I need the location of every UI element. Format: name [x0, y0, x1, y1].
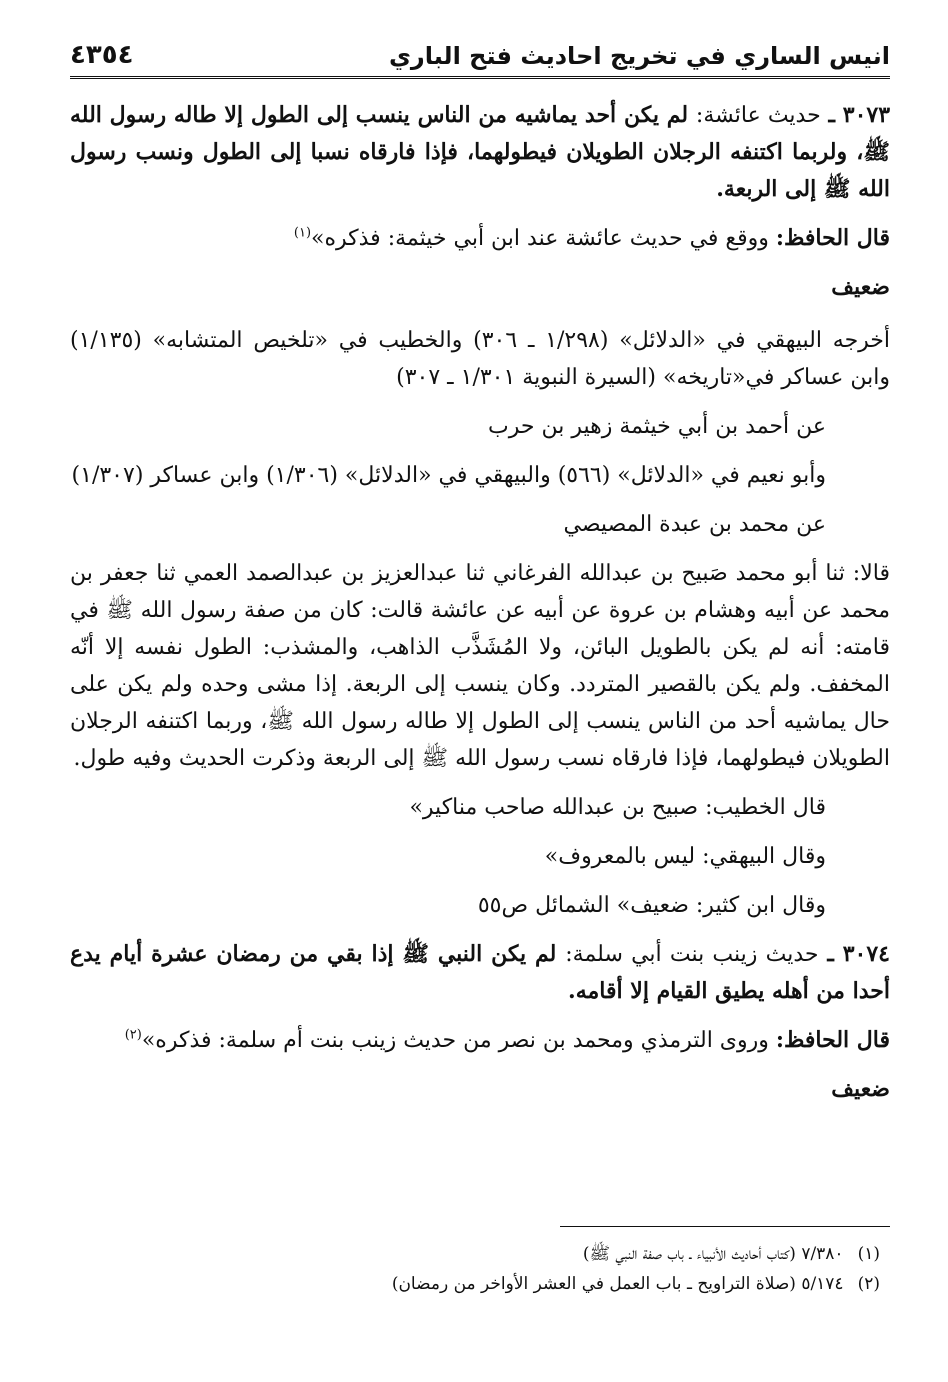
hafiz-text: ووقع في حديث عائشة عند ابن أبي خيثمة: فذكره»: [311, 226, 769, 251]
critic-quote: قال الخطيب: صبيح بن عبدالله صاحب مناكير»: [409, 795, 826, 820]
takhrij-paragraph: وأبو نعيم في «الدلائل» (٥٦٦) والبيهقي في «الدلائل» (١/٣٠٦) وابن عساكر (١/٣٠٧): [71, 463, 826, 488]
takhrij-chain: عن أحمد بن أبي خيثمة زهير بن حرب: [488, 414, 826, 439]
hafiz-quote: [70, 1022, 890, 1059]
footnote-item: [70, 1269, 890, 1299]
footnote-text: ٧/٣٨٠ (كتاب أحاديث الأنبياء ـ باب صفة النبي ﷺ): [582, 1244, 844, 1264]
hadith-text: لم يكن النبي ﷺ إذا بقي من رمضان عشرة أيام يدع أحدا من أهله يطيق القيام إلا أقامه.: [70, 941, 890, 1004]
hadith-lead: حديث عائشة:: [695, 103, 821, 128]
page-number: ٤٣٥٤: [70, 40, 134, 70]
footnote-item: [70, 1239, 890, 1269]
footnotes: [70, 1226, 890, 1299]
hadith-text: لم يكن أحد يماشيه من الناس ينسب إلى الطول إلا طاله رسول الله ﷺ، ولربما اكتنفه الرجلان الطويلان فيطولهما، فإذا فارقاه نسبا إلى الطول ونسب رسول الله ﷺ إلى الربعة.: [70, 102, 890, 202]
footnote-text: ٥/١٧٤ (صلاة التراويح ـ باب العمل في العشر الأواخر من رمضان): [391, 1274, 844, 1294]
hafiz-quote: [70, 220, 890, 257]
hafiz-label: قال الحافظ:: [775, 225, 890, 251]
page-header: [70, 30, 890, 79]
critic-quote: وقال ابن كثير: ضعيف» الشمائل ص٥٥: [477, 893, 826, 918]
hadith-lead: حديث زينب بنت أبي سلمة:: [565, 942, 819, 967]
takhrij-paragraph: أخرجه البيهقي في «الدلائل» (١/٢٩٨ ـ ٣٠٦) والخطيب في «تلخيص المتشابه» (١/١٣٥) وابن عساكر في«تاريخه» (السيرة النبوية ١/٣٠١ ـ ٣٠٧): [70, 328, 891, 390]
hafiz-text: وروى الترمذي ومحمد بن نصر من حديث زينب بنت أم سلمة: فذكره»: [141, 1028, 769, 1053]
critic-quote: وقال البيهقي: ليس بالمعروف»: [544, 844, 826, 869]
grading-verdict: ضعيف: [831, 1076, 890, 1102]
footnote-divider: [560, 1226, 890, 1227]
page-body: [70, 97, 890, 1108]
book-title: انيس الساري في تخريج احاديث فتح الباري: [388, 42, 890, 70]
hadith-entry-3073: [70, 97, 890, 208]
hafiz-label: قال الحافظ:: [775, 1027, 890, 1053]
book-page: [70, 30, 890, 1124]
isnad-text: قالا: ثنا أبو محمد صَبيح بن عبدالله الفرغاني ثنا عبدالعزيز بن عبدالصمد العمي ثنا جعفر بن محمد عن أبيه وهشام بن عروة عن أبيه عن عائشة قالت: كان من صفة رسول الله ﷺ في قامته: أنه لم يكن بالطويل البائن، ولا المُشَذَّب الذاهب، والمشذب: الطول نفسه إلا أنّه المخفف. ولم يكن بالقصير المتردد. وكان ينسب إلى الربعة. إذا مشى وحده ولم يكن على حال يماشيه أحد من الناس ينسب إلى الطول إلا طاله رسول الله ﷺ، وربما اكتنفه الرجلان الطويلان فيطولهما، فإذا فارقاه نسب رسول الله ﷺ إلى الربعة وذكرت الحديث وفيه طول.: [70, 561, 890, 771]
footnote-number: (١): [857, 1244, 880, 1264]
footnote-ref: (٢): [124, 1027, 142, 1043]
grading-verdict: ضعيف: [831, 274, 890, 300]
takhrij-chain: عن محمد بن عبدة المصيصي: [563, 512, 826, 537]
footnote-number: (٢): [857, 1274, 880, 1294]
hadith-number: ٣٠٧٤ ـ: [827, 941, 890, 967]
footnote-ref: (١): [293, 225, 312, 241]
hadith-entry-3074: [70, 936, 890, 1010]
hadith-number: ٣٠٧٣ ـ: [828, 102, 891, 128]
